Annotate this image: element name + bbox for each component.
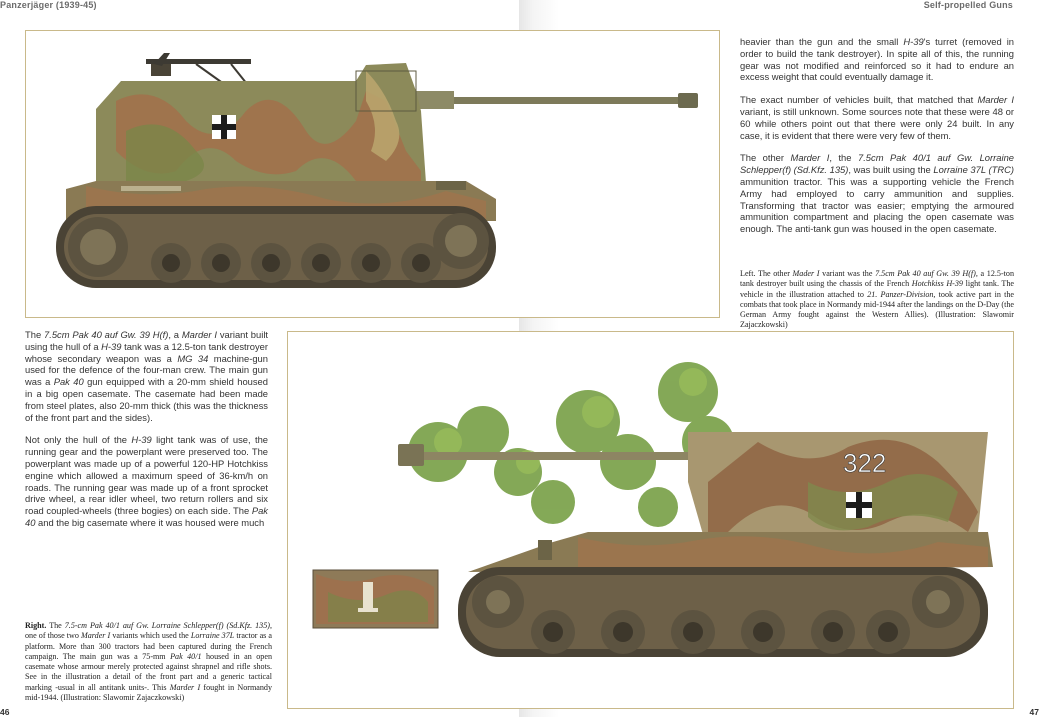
page-number-left: 46	[0, 707, 10, 717]
italic-run: MG 34	[177, 352, 209, 364]
right-paragraph-1: heavier than the gun and the small H-39's turret (removed in order to build the tank destroyer). In spite all of this, the running gear was not modified and reinforced so it had to endure an excess weight that could eventually damage it.	[740, 36, 1014, 83]
running-head-left: Panzerjäger (1939-45)	[0, 0, 97, 10]
main-gun-barrel	[414, 91, 698, 109]
caption-right: Left. The other Mader I variant was the 7.5cm Pak 40 auf Gw. 39 H(f), a 12.5-ton tank destroyer built using the chassis of the French Hotchkiss H-39 light tank. The vehicle in the illustration attached to 21. Panzer-Division, took active part in the combats that took place in Normandy mid-1944 after the landings on the D-Day (the German Army fought against the Western Allies). (Illustration: Slawomir Zajaczkowski)	[740, 269, 1015, 330]
italic-run: Pak 40/1	[170, 651, 202, 661]
italic-run: Lorraine 37L	[190, 631, 235, 641]
caption-left: Right. The 7.5-cm Pak 40/1 auf Gw. Lorraine Schlepper(f) (Sd.Kfz. 135), one of those two Marder I variants which used the Lorraine 37L tractor as a platform. More than 300 tractors had been captured during the French campaign. The main gun was a 75-mm Pak 40/1 housed in an open casemate whose armour merely protected against shrapnel and rifle shots. See in the illustration a detail of the front part and a generic tactical marking -usual in all antitank units-. This Marder I fought in Normandy mid-1944. (Illustration: Slawomir Zajaczkowski)	[25, 621, 272, 703]
right-column-text	[740, 36, 1014, 246]
marder-h39-illustration	[26, 31, 721, 319]
top-illustration-frame	[25, 30, 720, 318]
italic-run: Mader I	[792, 269, 820, 278]
italic-run: Marder I	[977, 94, 1014, 106]
italic-run: H-39	[131, 434, 152, 446]
left-paragraph-1: The 7.5cm Pak 40 auf Gw. 39 H(f), a Marder I variant built using the hull of a H-39 tank was a 12.5-ton tank destroyer whose secondary weapon was a MG 34 machine-gun used for the defence of the four-man crew. The main gun was a Pak 40 gun equipped with a 20-mm shield housed in a big open casemate. The casemate had been made from steel plates, also 20-mm thick (this was the thickness of the front part and the sides).	[25, 329, 269, 423]
italic-run: 7.5cm Pak 40/1 auf Gw. Lorraine Schlepper(f) (Sd.Kfz. 135)	[740, 152, 1014, 176]
marder-lorraine-illustration	[288, 332, 1015, 710]
italic-run: Marder I	[81, 631, 111, 641]
left-paragraph-2: Not only the hull of the H-39 light tank was of use, the running gear and the powerplant were preserved too. The powerplant was made up of a powerful 120-HP Hotchkiss engine which allowed a maximum speed of 36-km/h on roads. The running gear was made up of a front sprocket drive wheel, a rear idler wheel, two return rollers and six road coupled-wheels (three bogies) on each side. The Pak 40 and the big casemate where it was housed were much	[25, 434, 268, 528]
right-paragraph-3: The other Marder I, the 7.5cm Pak 40/1 auf Gw. Lorraine Schlepper(f) (Sd.Kfz. 135), was built using the Lorraine 37L (TRC) ammunition tractor. This was a supporting vehicle the French Army had employed to carry ammunition and supplies. Transforming that tractor was easier; emptying the armoured ammunition compartment and placing the open casemate was enough. The anti-tank gun was housed in the open casemate.	[740, 152, 1014, 235]
italic-run: Marder I	[169, 682, 201, 692]
italic-run: Marder I	[181, 329, 217, 340]
italic-run: Pak 40	[53, 376, 84, 388]
italic-run: H-39	[903, 36, 924, 47]
tracks	[458, 567, 988, 657]
hull	[468, 532, 993, 572]
bold-run: Right.	[25, 621, 47, 630]
italic-run: 7.5cm Pak 40 auf Gw. 39 H(f)	[44, 329, 169, 340]
italic-run: Hotchkiss H-39	[911, 279, 963, 289]
front-detail-inset	[313, 570, 438, 628]
casemate	[96, 63, 426, 183]
tracks	[56, 206, 496, 288]
turret-number: 322	[843, 448, 887, 478]
italic-run: Marder I	[790, 152, 830, 164]
italic-run: Pak 40	[25, 505, 268, 528]
italic-run: H-39	[101, 340, 122, 352]
bottom-illustration-frame	[287, 331, 1014, 709]
page-number-right: 47	[1029, 707, 1039, 717]
italic-run: 7.5-cm Pak 40/1 auf Gw. Lorraine Schlepper(f) (Sd.Kfz. 135)	[64, 621, 270, 630]
italic-run: 21. Panzer-Division	[867, 289, 934, 299]
right-paragraph-2: The exact number of vehicles built, that matched that Marder I variant, is still unknown. Some sources note that these were 48 or 60 while others point out that there were only 24 built. In any case, it is evident that there were very few of them.	[740, 94, 1014, 141]
italic-run: Lorraine 37L (TRC)	[933, 164, 1014, 176]
running-head-right: Self-propelled Guns	[923, 0, 1013, 10]
italic-run: 7.5cm Pak 40 auf Gw. 39 H(f)	[875, 269, 976, 278]
left-column-text	[25, 329, 268, 540]
